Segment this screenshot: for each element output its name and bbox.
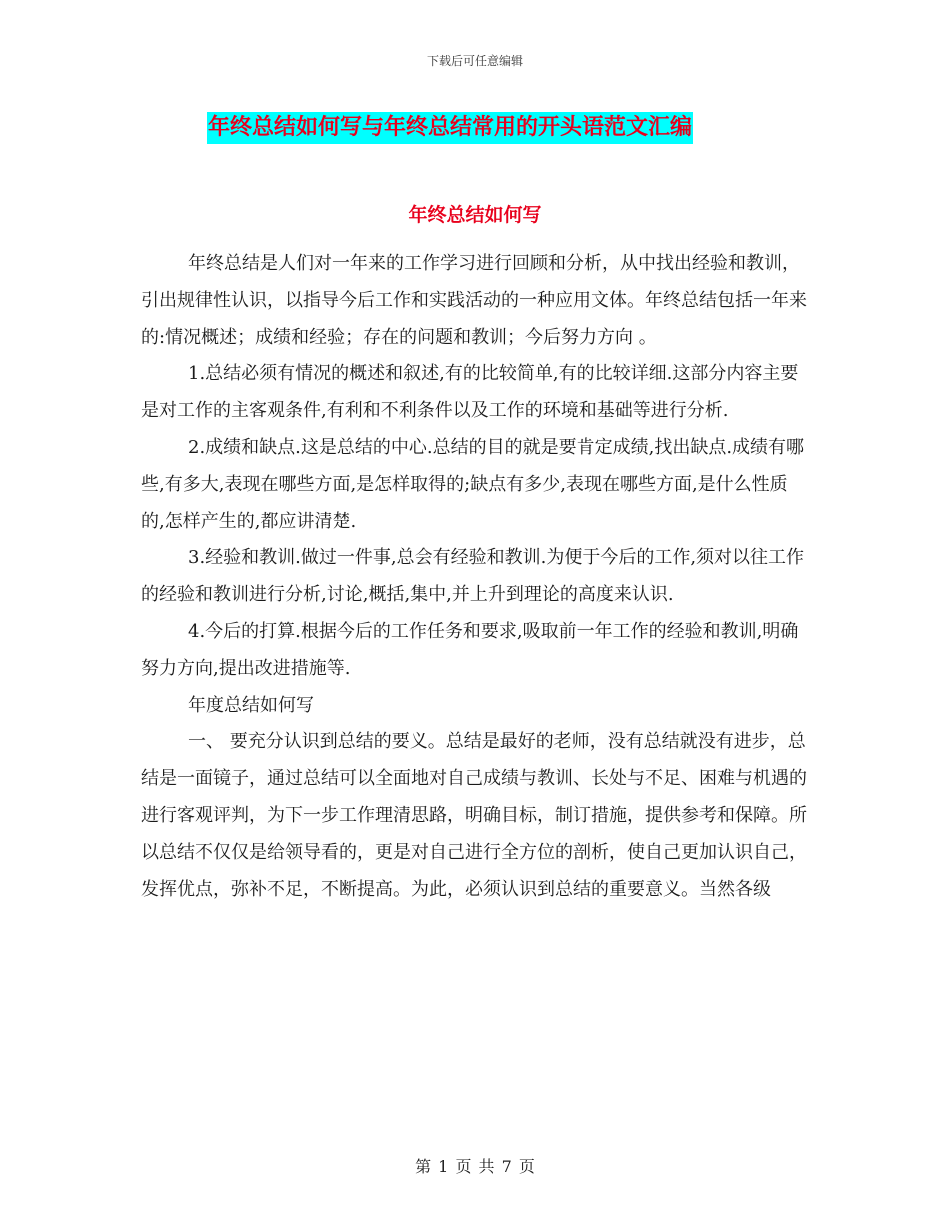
paragraph-intro: 年终总结是人们对一年来的工作学习进行回顾和分析，从中找出经验和教训，引出规律性认识，以指导今后工作和实践活动的一种应用文体。年终总结包括一年来的:情况概述；成绩和经验；存在的问题和教训；今后努力方向 。 <box>141 253 807 348</box>
paragraph-section-one: 一、 要充分认识到总结的要义。总结是最好的老师，没有总结就没有进步，总结是一面镜子，通过总结可以全面地对自己成绩与教训、长处与不足、困难与机遇的进行客观评判，为下一步工作理清思路，明确目标，制订措施，提供参考和保障。所以总结不仅仅是给领导看的，更是对自己进行全方位的剖析，使自己更加认识自己，发挥优点，弥补不足，不断提高。为此，必须认识到总结的重要意义。当然各级 <box>141 731 807 900</box>
subheading-annual-summary: 年度总结如何写 <box>188 694 314 716</box>
page-footer: 第 1 页 共 7 页 <box>415 1157 535 1176</box>
paragraph-point-1: 1.总结必须有情况的概述和叙述,有的比较简单,有的比较详细.这部分内容主要是对工作的主客观条件,有利和不利条件以及工作的环境和基础等进行分析. <box>141 363 799 422</box>
paragraph-point-2: 2.成绩和缺点.这是总结的中心.总结的目的就是要肯定成绩,找出缺点.成绩有哪些,有多大,表现在哪些方面,是怎样取得的;缺点有多少,表现在哪些方面,是什么性质的,怎样产生的,都应讲清楚. <box>141 436 805 532</box>
paragraph-point-4: 4.今后的打算.根据今后的工作任务和要求,吸取前一年工作的经验和教训,明确努力方向,提出改进措施等. <box>141 620 799 679</box>
document-body <box>141 246 811 908</box>
header-note: 下载后可任意编辑 <box>426 54 523 68</box>
document-title: 年终总结如何写与年终总结常用的开头语范文汇编 <box>207 112 693 144</box>
paragraph-point-3: 3.经验和教训.做过一件事,总会有经验和教训.为便于今后的工作,须对以往工作的经验和教训进行分析,讨论,概括,集中,并上升到理论的高度来认识. <box>141 547 805 606</box>
section-title: 年终总结如何写 <box>408 204 542 226</box>
